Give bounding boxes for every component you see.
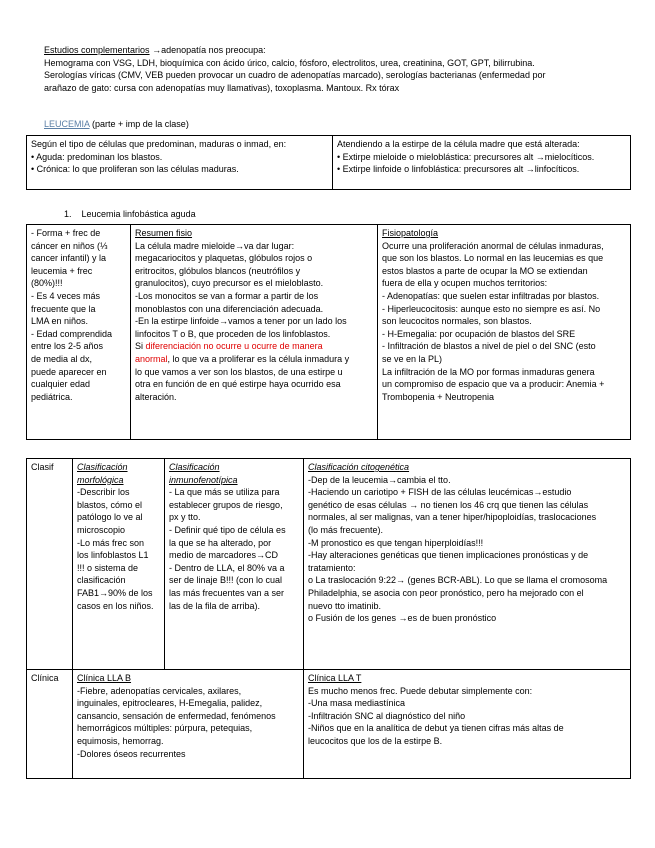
lla-fisio-title: Fisiopatología: [382, 228, 439, 238]
lla-fisio-line: fuera de ella y ocupen muchos territorios:: [382, 278, 548, 289]
clasif-cito-line: o Fusión de los genes →es de buen pronóstico: [308, 613, 497, 624]
clasif-morfo-line: casos en los niños.: [77, 600, 154, 611]
clasif-morfo-line: patólogo lo ve al: [77, 512, 143, 523]
leucemia-left-line: Según el tipo de células que predominan, maduras o inmad, en:: [31, 139, 287, 149]
clasif-cito-cell: [304, 459, 631, 670]
lla-resumen-title: Resumen fisio: [135, 228, 193, 238]
table-row: [27, 459, 631, 670]
lla-intro-line: cancer infantil) y la: [31, 253, 107, 264]
clasif-inmuno-line: - La que más se utiliza para: [169, 487, 280, 498]
section-1-heading: [64, 208, 196, 221]
table-row: [27, 670, 631, 779]
clasif-label: Clasif: [31, 462, 54, 472]
estudios-heading-rest: →adenopatía nos preocupa:: [149, 45, 266, 55]
lla-intro-line: leucemia + frec: [31, 265, 93, 276]
lla-resumen-line: otra en función de en qué estirpe haya ocurrido esa: [135, 379, 341, 390]
lla-resumen-line: lo que vamos a ver son los blastos, de una estirpe u: [135, 366, 343, 377]
clinica-b-line: hemorrágicos múltiples: púrpura, petequias,: [77, 723, 253, 734]
clasif-cito-line: o La traslocación 9:22→ (genes BCR-ABL). Lo que se llama el cromosoma: [308, 575, 608, 586]
clasif-morfo-title: morfológica: [77, 474, 124, 485]
clasif-inmuno-line: las de la fila de arriba).: [169, 600, 261, 611]
clasif-cito-line: Philadelphia, se asocia con peor pronóstico, pero ha mejorado con el: [308, 587, 584, 598]
lla-fisio-line: un compromiso de espacio que va a producir: Anemia +: [382, 379, 605, 390]
lla-resumen-cell: [131, 225, 378, 440]
lla-intro-line: cualquier edad: [31, 379, 91, 390]
leucemia-left-line: • Crónica: lo que proliferan son las células maduras.: [31, 164, 239, 175]
lla-resumen-line: -Los monocitos se van a formar a partir de los: [135, 290, 319, 301]
lla-fisio-line: La infiltración de la MO por formas inmaduras genera: [382, 366, 595, 377]
lla-fisio-line: que son los blastos. Lo normal en las leucemias es que: [382, 253, 604, 264]
clasif-cito-line: nuevo tto imatinib.: [308, 600, 382, 611]
lla-fisio-line: se ve en la PL): [382, 353, 443, 364]
lla-intro-line: de media al dx,: [31, 353, 93, 364]
clinica-t-line: -Niños que en la analítica de debut ya tienen cifras más altas de: [308, 723, 564, 734]
lla-fisio-line: estos blastos a parte de ocupar la MO se extiendan: [382, 265, 588, 276]
section-1-title: Leucemia linfobástica aguda: [81, 209, 196, 219]
clasif-morfo-line: clasificación: [77, 575, 126, 586]
clasif-inmuno-line: ser de linaje B!!! (con lo cual: [169, 575, 283, 586]
lla-fisio-line: - H-Emegalia: por ocupación de blastos del SRE: [382, 328, 576, 339]
clasif-cito-line: -Haciendo un cariotipo + FISH de las células leucémicas→estudio: [308, 487, 572, 498]
leucemia-left-line: • Aguda: predominan los blastos.: [31, 151, 163, 162]
lla-resumen-line: -En la estirpe linfoide→vamos a tener por un lado los: [135, 316, 347, 327]
lla-intro-line: pediátrica.: [31, 391, 73, 402]
clasif-cito-line: genético de esas células → no tienen los 46 crq que tienen las células: [308, 499, 589, 510]
lla-red-text: diferenciación no ocurre u ocurre de manera: [145, 341, 323, 352]
clasif-inmuno-line: la que se ha alterado, por: [169, 537, 272, 548]
clasif-inmuno-title: Clasificación: [169, 462, 220, 472]
clinica-t-line: -Una masa mediastínica: [308, 698, 406, 709]
lla-intro-line: entre los 2-5 años: [31, 341, 104, 352]
lla-intro-cell: [27, 225, 131, 440]
clinica-b-cell: [73, 670, 304, 779]
clasif-morfo-line: FAB1→90% de los: [77, 587, 153, 598]
lla-fisiopatologia-cell: [378, 225, 631, 440]
lla-intro-line: cáncer en niños (⅓: [31, 240, 108, 251]
lla-resumen-line: alteración.: [135, 391, 177, 402]
estudios-line: arañazo de gato: cursa con adenopatías muy llamativas), toxoplasma. Mantoux. Rx tórax: [44, 82, 400, 93]
clasif-cito-line: -Dep de la leucemia→cambia el tto.: [308, 474, 451, 485]
clasif-morfo-cell: [73, 459, 165, 670]
estudios-line: Serologías víricas (CMV, VEB pueden provocar un cuadro de adenopatías marcado), serologías bacterianas (enfermedad por: [44, 70, 546, 81]
clasif-morfo-line: -Lo más frec son: [77, 537, 145, 548]
lla-table: [26, 224, 631, 440]
clasif-cito-line: -M pronostico es que tengan hiperploidías!!!: [308, 537, 484, 548]
clinica-label: Clínica: [31, 673, 59, 683]
estudios-section: [44, 44, 624, 94]
clasif-inmuno-line: - Dentro de LLA, el 80% va a: [169, 562, 285, 573]
clasif-cito-title: Clasificación citogenética: [308, 462, 410, 472]
lla-intro-line: - Edad comprendida: [31, 328, 113, 339]
clasif-morfo-line: microscopio: [77, 524, 126, 535]
clasif-cito-line: -Hay alteraciones genéticas que tienen implicaciones pronósticas y de: [308, 550, 589, 561]
lla-resumen-line: megacariocitos y plaquetas, glóbulos rojos o: [135, 253, 313, 264]
lla-intro-line: - Es 4 veces más: [31, 290, 101, 301]
clinica-t-title: Clínica LLA T: [308, 673, 362, 683]
lla-fisio-line: - Hiperleucocitosis: aunque esto no siempre es así. No: [382, 303, 601, 314]
table-row: [27, 225, 631, 440]
estudios-line: Hemograma con VSG, LDH, bioquímica con ácido úrico, calcio, fósforo, electrolitos, urea, creatinina, GOT, GPT, bilirrubina.: [44, 57, 535, 68]
clinica-b-title: Clínica LLA B: [77, 673, 132, 683]
lla-fisio-line: - Adenopatías: que suelen estar infiltradas por blastos.: [382, 290, 600, 301]
lla-resumen-line: [135, 340, 373, 353]
clasif-inmuno-title: inmunofenotípica: [169, 474, 238, 485]
leucemia-right-line: Atendiendo a la estirpe de la célula madre que está alterada:: [337, 139, 580, 149]
estudios-heading: Estudios complementarios: [44, 45, 150, 55]
clinica-t-line: Es mucho menos frec. Puede debutar simplemente con:: [308, 685, 533, 696]
leucemia-heading: [44, 118, 189, 131]
leucemia-right-cell: [333, 136, 631, 190]
leucemia-title: LEUCEMIA: [44, 119, 90, 129]
clasif-inmuno-line: medio de marcadores→CD: [169, 550, 279, 561]
lla-si-text: Si: [135, 341, 146, 352]
lla-fisio-line: Trombopenia + Neutropenia: [382, 391, 494, 402]
lla-intro-line: frecuente que la: [31, 303, 96, 314]
clasif-morfo-line: -Describir los: [77, 487, 130, 498]
lla-fisio-line: - Infiltración de blastos a nivel de piel o del SNC (esto: [382, 341, 596, 352]
estudios-heading-line: [44, 44, 624, 57]
leucemia-subtitle: (parte + imp de la clase): [89, 119, 189, 129]
clasif-cito-line: (lo más frecuente).: [308, 524, 384, 535]
clasif-clinica-table: [26, 458, 631, 779]
clasif-cito-line: tratamiento:: [308, 562, 356, 573]
clinica-t-line: leucocitos que los de la estirpe B.: [308, 735, 443, 746]
leucemia-right-line: • Extirpe mieloide o mieloblástica: precursores alt →mielocíticos.: [337, 151, 595, 162]
lla-intro-line: (80%)!!!: [31, 278, 63, 289]
lla-resumen-line: eritrocitos, glóbulos blancos (neutrófilos y: [135, 265, 301, 276]
lla-intro-line: - Forma + frec de: [31, 228, 101, 238]
clinica-b-line: -Fiebre, adenopatías cervicales, axilares,: [77, 685, 242, 696]
lla-fisio-line: Ocurre una proliferación anormal de células inmaduras,: [382, 240, 604, 251]
lla-intro-line: LMA en niños.: [31, 316, 89, 327]
clinica-b-line: -Dolores óseos recurrentes: [77, 748, 186, 759]
table-row: [27, 136, 631, 190]
clasif-morfo-title: Clasificación: [77, 462, 128, 472]
clasif-inmuno-cell: [165, 459, 304, 670]
lla-resumen-line: monoblastos con una diferenciación adecuada.: [135, 303, 324, 314]
lla-resumen-line: linfocitos T o B, que proceden de los linfoblastos.: [135, 328, 331, 339]
lla-after-red: , lo que va a proliferar es la célula inmadura y: [167, 353, 350, 364]
clinica-b-line: cansancio, sensación de enfermedad, fenómenos: [77, 710, 276, 721]
lla-intro-line: puede aparecer en: [31, 366, 107, 377]
leucemia-right-line: • Extirpe linfoide o linfoblástica: precursores alt →linfocíticos.: [337, 164, 580, 175]
clasif-morfo-line: !!! o sistema de: [77, 562, 139, 573]
clasif-inmuno-line: las más frecuentes van a ser: [169, 587, 285, 598]
clinica-label-cell: [27, 670, 73, 779]
clinica-t-cell: [304, 670, 631, 779]
section-1-number: 1.: [64, 209, 72, 219]
clasif-morfo-line: los linfoblastos L1: [77, 550, 149, 561]
clasif-cito-line: normales, al ser malignas, van a tener hiper/hipoploidías, traslocaciones: [308, 512, 597, 523]
lla-resumen-line: [135, 353, 373, 366]
lla-resumen-line: La célula madre mieloide→va dar lugar:: [135, 240, 295, 251]
leucemia-left-cell: [27, 136, 333, 190]
clasif-inmuno-line: px y tto.: [169, 512, 201, 523]
clasif-inmuno-line: establecer grupos de riesgo,: [169, 499, 283, 510]
clasif-morfo-line: blastos, cómo el: [77, 499, 143, 510]
leucemia-types-table: [26, 135, 631, 190]
clasif-label-cell: [27, 459, 73, 670]
lla-resumen-line: granulocitos), cuyo precursor es el mieloblasto.: [135, 278, 324, 289]
lla-fisio-line: son leucocitos normales, son blastos.: [382, 316, 532, 327]
clinica-b-line: equimosis, hemorrag.: [77, 735, 164, 746]
clinica-b-line: inguinales, epitrocleares, H-Emegalia, palidez,: [77, 698, 263, 709]
lla-red-text: anormal: [135, 353, 168, 364]
clasif-inmuno-line: - Definir qué tipo de célula es: [169, 524, 286, 535]
clinica-t-line: -Infiltración SNC al diagnóstico del niño: [308, 710, 466, 721]
